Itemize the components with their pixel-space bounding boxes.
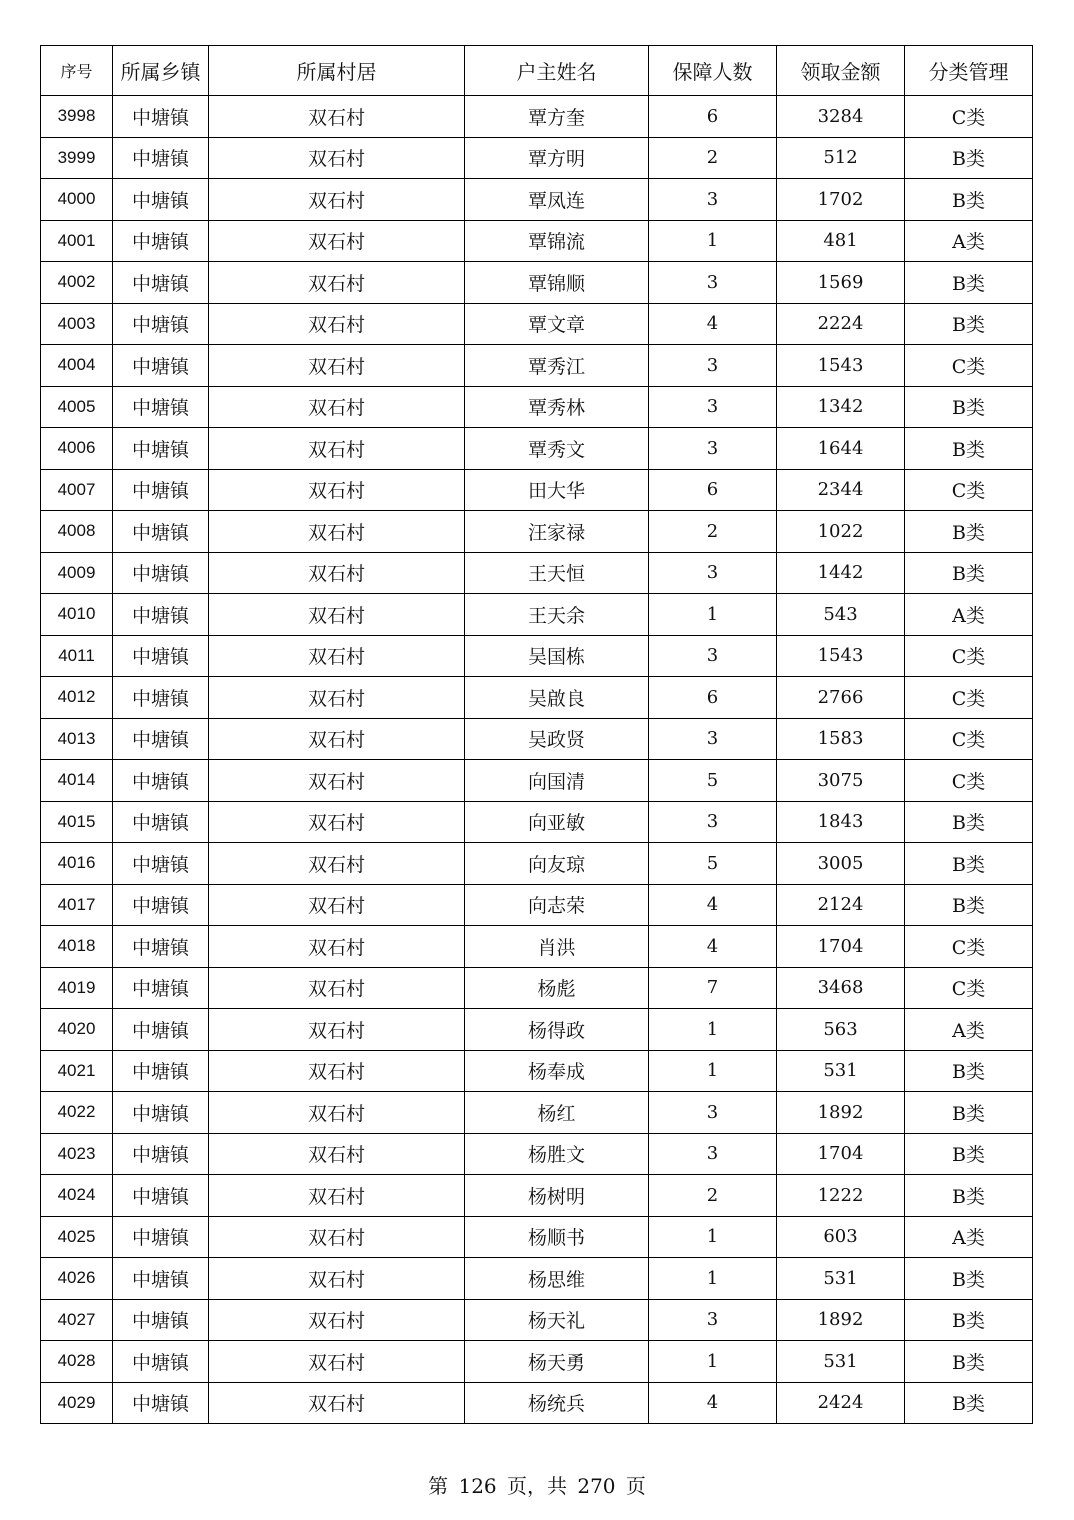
householder-cell: 杨天礼 <box>465 1299 649 1341</box>
village-cell: 双石村 <box>209 594 465 636</box>
township-cell: 中塘镇 <box>113 967 209 1009</box>
category-cell: B类 <box>905 511 1033 553</box>
township-cell: 中塘镇 <box>113 552 209 594</box>
village-cell: 双石村 <box>209 262 465 304</box>
amount-cell: 3005 <box>777 843 905 885</box>
village-cell: 双石村 <box>209 718 465 760</box>
table-row <box>41 1133 1033 1175</box>
covered-persons-cell: 5 <box>649 843 777 885</box>
category-cell: B类 <box>905 1341 1033 1383</box>
householder-cell: 王天余 <box>465 594 649 636</box>
serial-cell: 4019 <box>41 967 113 1009</box>
category-cell: B类 <box>905 303 1033 345</box>
table-row <box>41 635 1033 677</box>
table-row <box>41 1175 1033 1217</box>
table-row <box>41 1050 1033 1092</box>
township-cell: 中塘镇 <box>113 345 209 387</box>
category-cell: B类 <box>905 552 1033 594</box>
covered-persons-cell: 3 <box>649 428 777 470</box>
covered-persons-cell: 3 <box>649 262 777 304</box>
amount-cell: 2124 <box>777 884 905 926</box>
amount-cell: 2766 <box>777 677 905 719</box>
householder-cell: 覃方明 <box>465 137 649 179</box>
township-cell: 中塘镇 <box>113 137 209 179</box>
village-cell: 双石村 <box>209 635 465 677</box>
householder-cell: 向友琼 <box>465 843 649 885</box>
covered-persons-cell: 3 <box>649 801 777 843</box>
amount-cell: 531 <box>777 1050 905 1092</box>
column-header-amount: 领取金额 <box>777 46 905 96</box>
category-cell: B类 <box>905 884 1033 926</box>
township-cell: 中塘镇 <box>113 220 209 262</box>
covered-persons-cell: 1 <box>649 220 777 262</box>
householder-cell: 覃凤连 <box>465 179 649 221</box>
category-cell: B类 <box>905 1175 1033 1217</box>
covered-persons-cell: 1 <box>649 594 777 636</box>
serial-cell: 4012 <box>41 677 113 719</box>
serial-cell: 4020 <box>41 1009 113 1051</box>
serial-cell: 4001 <box>41 220 113 262</box>
township-cell: 中塘镇 <box>113 262 209 304</box>
amount-cell: 2424 <box>777 1382 905 1424</box>
township-cell: 中塘镇 <box>113 843 209 885</box>
householder-cell: 向志荣 <box>465 884 649 926</box>
township-cell: 中塘镇 <box>113 1216 209 1258</box>
village-cell: 双石村 <box>209 1299 465 1341</box>
covered-persons-cell: 3 <box>649 635 777 677</box>
householder-cell: 覃秀林 <box>465 386 649 428</box>
category-cell: B类 <box>905 262 1033 304</box>
serial-cell: 4010 <box>41 594 113 636</box>
householder-cell: 覃秀江 <box>465 345 649 387</box>
village-cell: 双石村 <box>209 1258 465 1300</box>
township-cell: 中塘镇 <box>113 511 209 553</box>
covered-persons-cell: 3 <box>649 386 777 428</box>
village-cell: 双石村 <box>209 843 465 885</box>
township-cell: 中塘镇 <box>113 1092 209 1134</box>
township-cell: 中塘镇 <box>113 428 209 470</box>
category-cell: B类 <box>905 801 1033 843</box>
village-cell: 双石村 <box>209 137 465 179</box>
covered-persons-cell: 1 <box>649 1258 777 1300</box>
table-row <box>41 1382 1033 1424</box>
township-cell: 中塘镇 <box>113 884 209 926</box>
village-cell: 双石村 <box>209 1050 465 1092</box>
village-cell: 双石村 <box>209 967 465 1009</box>
column-header-covered-persons: 保障人数 <box>649 46 777 96</box>
householder-cell: 田大华 <box>465 469 649 511</box>
category-cell: B类 <box>905 137 1033 179</box>
village-cell: 双石村 <box>209 677 465 719</box>
township-cell: 中塘镇 <box>113 179 209 221</box>
serial-cell: 4024 <box>41 1175 113 1217</box>
table-row <box>41 843 1033 885</box>
table-row <box>41 179 1033 221</box>
table-row <box>41 594 1033 636</box>
covered-persons-cell: 1 <box>649 1009 777 1051</box>
amount-cell: 1644 <box>777 428 905 470</box>
table-row <box>41 137 1033 179</box>
village-cell: 双石村 <box>209 1092 465 1134</box>
amount-cell: 1543 <box>777 635 905 677</box>
category-cell: C类 <box>905 760 1033 802</box>
category-cell: C类 <box>905 96 1033 138</box>
table-row <box>41 1092 1033 1134</box>
village-cell: 双石村 <box>209 1009 465 1051</box>
village-cell: 双石村 <box>209 345 465 387</box>
township-cell: 中塘镇 <box>113 1382 209 1424</box>
village-cell: 双石村 <box>209 428 465 470</box>
table-row <box>41 1258 1033 1300</box>
covered-persons-cell: 3 <box>649 552 777 594</box>
serial-cell: 4000 <box>41 179 113 221</box>
amount-cell: 1704 <box>777 1133 905 1175</box>
serial-cell: 4029 <box>41 1382 113 1424</box>
village-cell: 双石村 <box>209 1341 465 1383</box>
amount-cell: 2344 <box>777 469 905 511</box>
category-cell: B类 <box>905 428 1033 470</box>
village-cell: 双石村 <box>209 1133 465 1175</box>
covered-persons-cell: 3 <box>649 718 777 760</box>
amount-cell: 2224 <box>777 303 905 345</box>
village-cell: 双石村 <box>209 303 465 345</box>
category-cell: B类 <box>905 386 1033 428</box>
amount-cell: 531 <box>777 1258 905 1300</box>
table-row <box>41 345 1033 387</box>
column-header-village: 所属村居 <box>209 46 465 96</box>
covered-persons-cell: 3 <box>649 1299 777 1341</box>
township-cell: 中塘镇 <box>113 801 209 843</box>
village-cell: 双石村 <box>209 926 465 968</box>
category-cell: B类 <box>905 1258 1033 1300</box>
serial-cell: 4027 <box>41 1299 113 1341</box>
category-cell: C类 <box>905 469 1033 511</box>
table-row <box>41 511 1033 553</box>
serial-cell: 4025 <box>41 1216 113 1258</box>
category-cell: C类 <box>905 635 1033 677</box>
column-header-serial: 序号 <box>41 46 113 96</box>
serial-cell: 4006 <box>41 428 113 470</box>
serial-cell: 4023 <box>41 1133 113 1175</box>
township-cell: 中塘镇 <box>113 1133 209 1175</box>
serial-cell: 4028 <box>41 1341 113 1383</box>
householder-cell: 杨得政 <box>465 1009 649 1051</box>
category-cell: A类 <box>905 1216 1033 1258</box>
category-cell: B类 <box>905 843 1033 885</box>
table-row <box>41 303 1033 345</box>
table-row <box>41 884 1033 926</box>
serial-cell: 4017 <box>41 884 113 926</box>
serial-cell: 4026 <box>41 1258 113 1300</box>
township-cell: 中塘镇 <box>113 635 209 677</box>
householder-cell: 覃锦流 <box>465 220 649 262</box>
category-cell: C类 <box>905 967 1033 1009</box>
householder-cell: 杨彪 <box>465 967 649 1009</box>
column-header-township: 所属乡镇 <box>113 46 209 96</box>
table-row <box>41 1216 1033 1258</box>
table-row <box>41 1009 1033 1051</box>
township-cell: 中塘镇 <box>113 386 209 428</box>
covered-persons-cell: 3 <box>649 179 777 221</box>
amount-cell: 543 <box>777 594 905 636</box>
table-row <box>41 262 1033 304</box>
serial-cell: 4014 <box>41 760 113 802</box>
township-cell: 中塘镇 <box>113 718 209 760</box>
covered-persons-cell: 3 <box>649 345 777 387</box>
table-body <box>41 96 1033 1424</box>
amount-cell: 1892 <box>777 1299 905 1341</box>
householder-cell: 吴国栋 <box>465 635 649 677</box>
householder-cell: 杨奉成 <box>465 1050 649 1092</box>
table-row <box>41 96 1033 138</box>
covered-persons-cell: 4 <box>649 926 777 968</box>
covered-persons-cell: 5 <box>649 760 777 802</box>
serial-cell: 3999 <box>41 137 113 179</box>
householder-cell: 吴政贤 <box>465 718 649 760</box>
township-cell: 中塘镇 <box>113 1009 209 1051</box>
covered-persons-cell: 1 <box>649 1341 777 1383</box>
householder-cell: 杨思维 <box>465 1258 649 1300</box>
serial-cell: 4005 <box>41 386 113 428</box>
serial-cell: 4011 <box>41 635 113 677</box>
village-cell: 双石村 <box>209 386 465 428</box>
householder-cell: 杨树明 <box>465 1175 649 1217</box>
table-row <box>41 926 1033 968</box>
amount-cell: 3075 <box>777 760 905 802</box>
amount-cell: 1702 <box>777 179 905 221</box>
village-cell: 双石村 <box>209 884 465 926</box>
table-row <box>41 220 1033 262</box>
table-row <box>41 1299 1033 1341</box>
householder-cell: 覃方奎 <box>465 96 649 138</box>
township-cell: 中塘镇 <box>113 303 209 345</box>
township-cell: 中塘镇 <box>113 594 209 636</box>
category-cell: B类 <box>905 1299 1033 1341</box>
serial-cell: 4002 <box>41 262 113 304</box>
table-row <box>41 718 1033 760</box>
householder-cell: 覃锦顺 <box>465 262 649 304</box>
household-table <box>40 45 1033 1424</box>
householder-cell: 覃文章 <box>465 303 649 345</box>
category-cell: C类 <box>905 677 1033 719</box>
covered-persons-cell: 4 <box>649 303 777 345</box>
amount-cell: 563 <box>777 1009 905 1051</box>
village-cell: 双石村 <box>209 469 465 511</box>
householder-cell: 向亚敏 <box>465 801 649 843</box>
table-row <box>41 552 1033 594</box>
householder-cell: 杨统兵 <box>465 1382 649 1424</box>
householder-cell: 杨胜文 <box>465 1133 649 1175</box>
householder-cell: 吴啟良 <box>465 677 649 719</box>
amount-cell: 1583 <box>777 718 905 760</box>
township-cell: 中塘镇 <box>113 760 209 802</box>
serial-cell: 4007 <box>41 469 113 511</box>
amount-cell: 1843 <box>777 801 905 843</box>
category-cell: B类 <box>905 1050 1033 1092</box>
table-row <box>41 428 1033 470</box>
township-cell: 中塘镇 <box>113 469 209 511</box>
category-cell: B类 <box>905 1133 1033 1175</box>
householder-cell: 向国清 <box>465 760 649 802</box>
village-cell: 双石村 <box>209 760 465 802</box>
serial-cell: 4018 <box>41 926 113 968</box>
category-cell: A类 <box>905 220 1033 262</box>
amount-cell: 1543 <box>777 345 905 387</box>
serial-cell: 4013 <box>41 718 113 760</box>
serial-cell: 4003 <box>41 303 113 345</box>
covered-persons-cell: 1 <box>649 1216 777 1258</box>
serial-cell: 4009 <box>41 552 113 594</box>
village-cell: 双石村 <box>209 1175 465 1217</box>
column-header-householder: 户主姓名 <box>465 46 649 96</box>
township-cell: 中塘镇 <box>113 1050 209 1092</box>
householder-cell: 杨天勇 <box>465 1341 649 1383</box>
serial-cell: 4022 <box>41 1092 113 1134</box>
category-cell: C类 <box>905 345 1033 387</box>
category-cell: A类 <box>905 594 1033 636</box>
category-cell: B类 <box>905 179 1033 221</box>
amount-cell: 512 <box>777 137 905 179</box>
covered-persons-cell: 2 <box>649 1175 777 1217</box>
category-cell: C类 <box>905 718 1033 760</box>
covered-persons-cell: 4 <box>649 884 777 926</box>
village-cell: 双石村 <box>209 511 465 553</box>
township-cell: 中塘镇 <box>113 1341 209 1383</box>
covered-persons-cell: 6 <box>649 677 777 719</box>
serial-cell: 4008 <box>41 511 113 553</box>
header-row <box>41 46 1033 96</box>
page-number-footer: 第 126 页，共 270 页 <box>428 1474 646 1498</box>
householder-cell: 覃秀文 <box>465 428 649 470</box>
category-cell: B类 <box>905 1092 1033 1134</box>
table-row <box>41 801 1033 843</box>
amount-cell: 1892 <box>777 1092 905 1134</box>
township-cell: 中塘镇 <box>113 677 209 719</box>
table-row <box>41 967 1033 1009</box>
covered-persons-cell: 3 <box>649 1133 777 1175</box>
amount-cell: 1442 <box>777 552 905 594</box>
township-cell: 中塘镇 <box>113 1299 209 1341</box>
township-cell: 中塘镇 <box>113 1175 209 1217</box>
village-cell: 双石村 <box>209 1382 465 1424</box>
table-row <box>41 1341 1033 1383</box>
serial-cell: 4015 <box>41 801 113 843</box>
column-header-category: 分类管理 <box>905 46 1033 96</box>
table-row <box>41 677 1033 719</box>
householder-cell: 汪家禄 <box>465 511 649 553</box>
householder-cell: 王天恒 <box>465 552 649 594</box>
amount-cell: 603 <box>777 1216 905 1258</box>
serial-cell: 4004 <box>41 345 113 387</box>
township-cell: 中塘镇 <box>113 1258 209 1300</box>
village-cell: 双石村 <box>209 801 465 843</box>
amount-cell: 531 <box>777 1341 905 1383</box>
covered-persons-cell: 2 <box>649 137 777 179</box>
covered-persons-cell: 3 <box>649 1092 777 1134</box>
covered-persons-cell: 4 <box>649 1382 777 1424</box>
covered-persons-cell: 2 <box>649 511 777 553</box>
covered-persons-cell: 6 <box>649 469 777 511</box>
table-row <box>41 386 1033 428</box>
village-cell: 双石村 <box>209 96 465 138</box>
township-cell: 中塘镇 <box>113 96 209 138</box>
amount-cell: 1022 <box>777 511 905 553</box>
village-cell: 双石村 <box>209 179 465 221</box>
covered-persons-cell: 1 <box>649 1050 777 1092</box>
village-cell: 双石村 <box>209 1216 465 1258</box>
amount-cell: 1222 <box>777 1175 905 1217</box>
amount-cell: 3284 <box>777 96 905 138</box>
serial-cell: 4016 <box>41 843 113 885</box>
category-cell: A类 <box>905 1009 1033 1051</box>
amount-cell: 1342 <box>777 386 905 428</box>
category-cell: C类 <box>905 926 1033 968</box>
category-cell: B类 <box>905 1382 1033 1424</box>
serial-cell: 4021 <box>41 1050 113 1092</box>
serial-cell: 3998 <box>41 96 113 138</box>
covered-persons-cell: 6 <box>649 96 777 138</box>
amount-cell: 1569 <box>777 262 905 304</box>
covered-persons-cell: 7 <box>649 967 777 1009</box>
village-cell: 双石村 <box>209 552 465 594</box>
householder-cell: 杨顺书 <box>465 1216 649 1258</box>
amount-cell: 481 <box>777 220 905 262</box>
amount-cell: 3468 <box>777 967 905 1009</box>
village-cell: 双石村 <box>209 220 465 262</box>
table-row <box>41 469 1033 511</box>
householder-cell: 杨红 <box>465 1092 649 1134</box>
amount-cell: 1704 <box>777 926 905 968</box>
township-cell: 中塘镇 <box>113 926 209 968</box>
table-row <box>41 760 1033 802</box>
table-header <box>41 46 1033 96</box>
householder-cell: 肖洪 <box>465 926 649 968</box>
